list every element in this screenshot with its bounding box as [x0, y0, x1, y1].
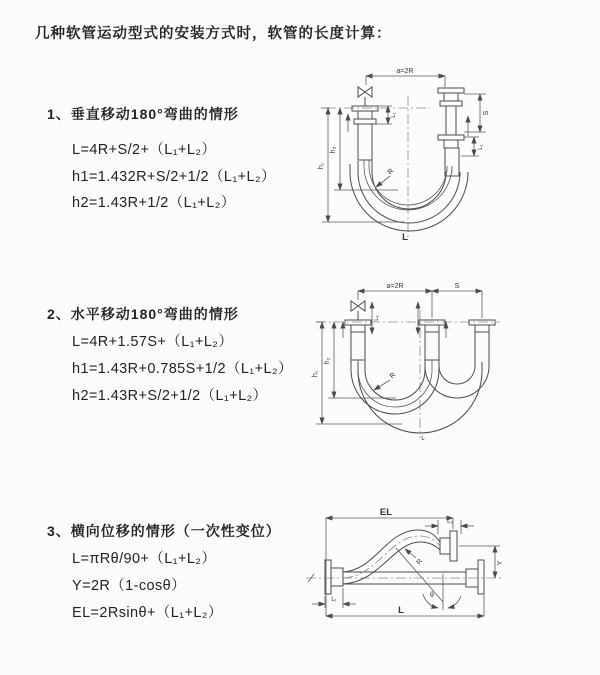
dim-label-h2: h₂ [324, 357, 331, 365]
dim-label-l1-left: L₁ [391, 112, 397, 118]
dim-label-h2: h₂ [330, 146, 337, 154]
formula-line: h1=1.43R+0.785S+1/2（L₁+L₂） [72, 361, 293, 377]
left-flange [345, 320, 371, 360]
braided-hose-end [358, 124, 372, 160]
hose-s-curve [343, 530, 440, 584]
dim-label-l1-right: L₁ [478, 144, 484, 150]
formula-line: EL=2Rsinθ+（L₁+L₂） [72, 605, 223, 621]
radius-construction-line [396, 548, 443, 602]
dim-label-a2r: a=2R [396, 68, 414, 75]
braided-hose-end [351, 332, 365, 360]
dim-label-a2r: a=2R [386, 283, 404, 290]
formula-line: L=4R+1.57S+（L₁+L₂） [72, 334, 234, 350]
angle-label: θ [430, 592, 434, 599]
formula-line: L=4R+S/2+（L₁+L₂） [72, 142, 217, 158]
dim-label-l1: L₁ [331, 597, 337, 603]
formula-line: h2=1.43R+1/2（L₁+L₂） [72, 195, 236, 211]
valve-icon [358, 87, 372, 97]
radius-label: R [386, 167, 396, 177]
section-heading: 3、横向位移的情形（一次性变位） [47, 523, 281, 539]
length-label: L [421, 436, 425, 442]
left-flange [325, 560, 343, 594]
section-heading: 2、水平移动180°弯曲的情形 [47, 306, 239, 322]
dim-label-l2: L₂ [447, 519, 453, 525]
length-label: L [402, 232, 408, 243]
upper-flange [440, 531, 457, 561]
dim-label-s: S [454, 283, 460, 290]
dim-label-l1: L₁ [374, 315, 380, 321]
right-flange [469, 320, 495, 344]
page-title: 几种软管运动型式的安装方式时，软管的长度计算： [35, 26, 392, 42]
dim-label-y: Y [497, 560, 504, 566]
length-label: L [398, 605, 404, 616]
radius-label: R [415, 557, 425, 567]
braided-hose-end [425, 332, 439, 360]
radius-label: R [388, 371, 398, 381]
hose-u-curves [350, 160, 468, 231]
dim-label-el: EL [379, 507, 393, 518]
formula-line: L=πRθ/90+（L₁+L₂） [72, 551, 217, 567]
left-flange [352, 106, 378, 160]
formula-line: h1=1.432R+S/2+1/2（L₁+L₂） [72, 169, 276, 185]
right-flange [466, 560, 484, 594]
section-heading: 1、垂直移动180°弯曲的情形 [47, 106, 239, 122]
formula-line: Y=2R（1-cosθ） [72, 578, 186, 594]
diagram-horizontal-180 [310, 276, 600, 456]
dim-label-s: S [483, 110, 490, 116]
middle-flange [419, 320, 445, 360]
diagram-lateral-displacement [298, 498, 598, 658]
valve-icon [351, 301, 365, 311]
dim-label-h1: h₁ [312, 370, 319, 378]
right-flange [438, 88, 464, 176]
diagram-vertical-180 [308, 60, 598, 255]
dim-label-h1: h₁ [318, 162, 325, 170]
formula-line: h2=1.43R+S/2+1/2（L₁+L₂） [72, 388, 268, 404]
